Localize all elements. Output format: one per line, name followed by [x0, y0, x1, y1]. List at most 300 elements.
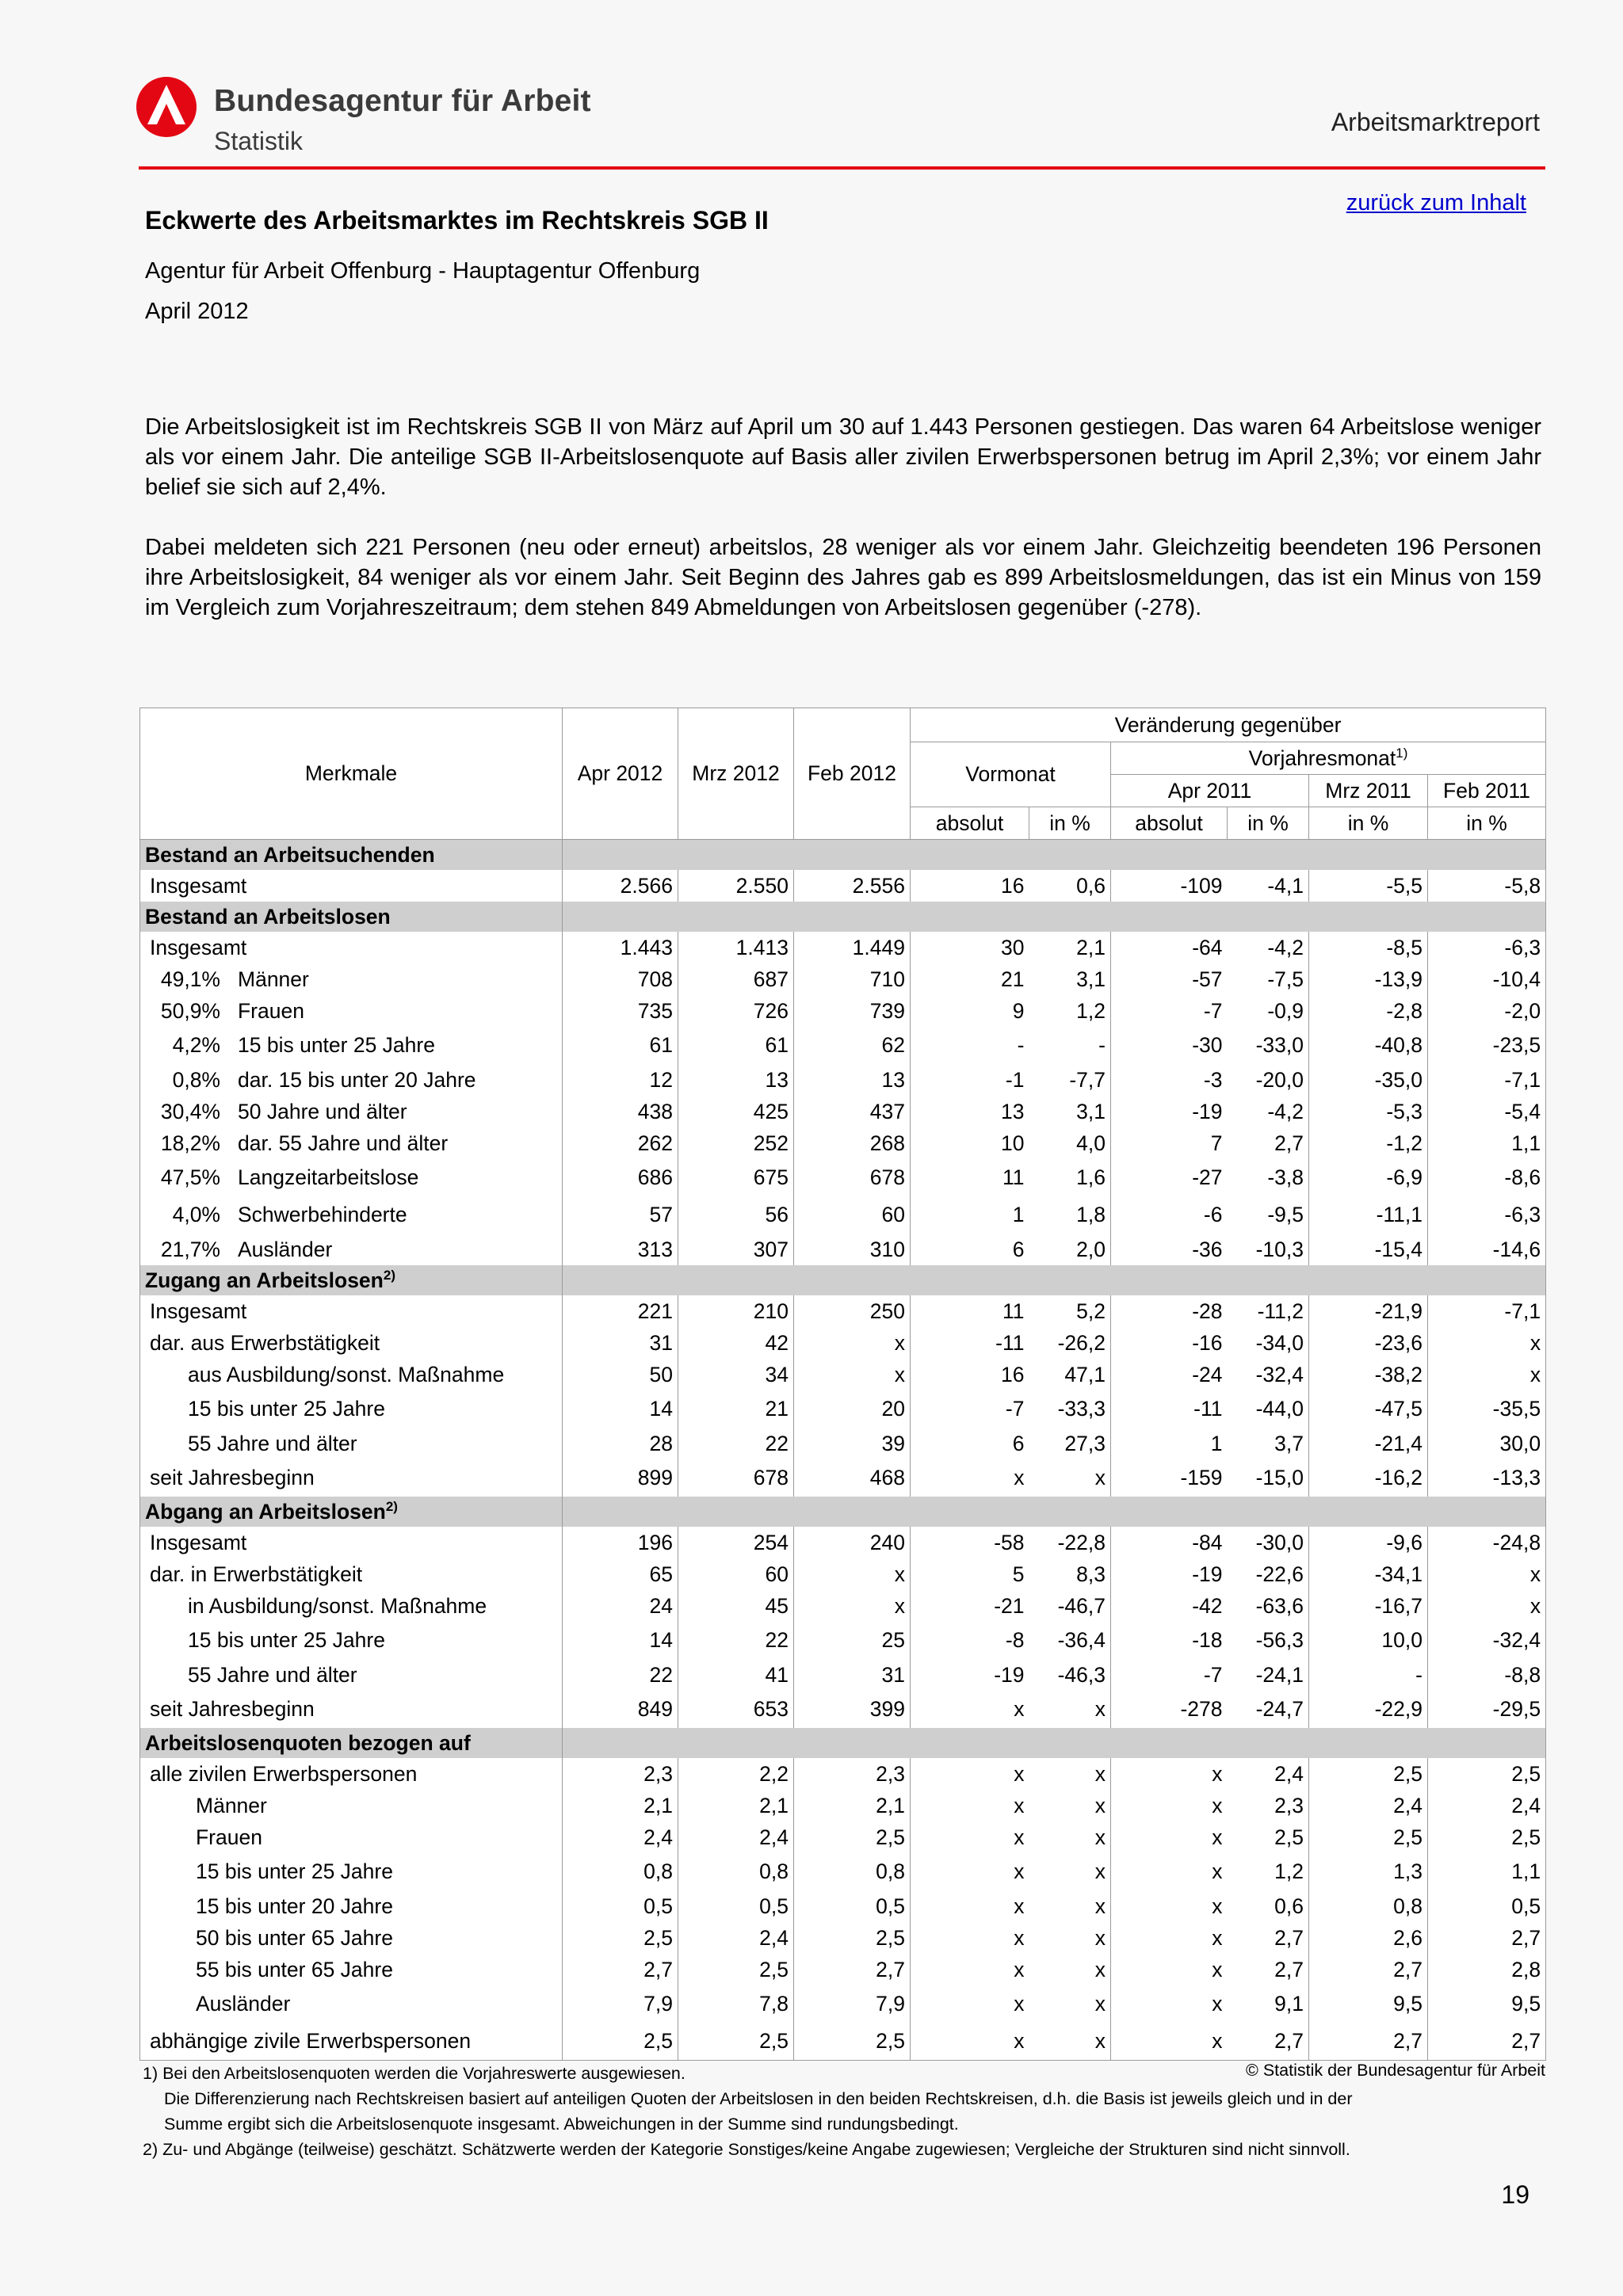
table-cell: x — [1029, 1954, 1111, 1985]
table-cell: -2,8 — [1309, 995, 1428, 1027]
table-cell: 2,0 — [1029, 1234, 1111, 1265]
table-cell: -16 — [1111, 1327, 1228, 1359]
table-cell: 1,2 — [1228, 1853, 1309, 1890]
table-cell: 252 — [678, 1127, 794, 1159]
table-cell: -36 — [1111, 1234, 1228, 1265]
header-mrz-2011: Mrz 2011 — [1309, 775, 1428, 807]
table-cell: -32,4 — [1428, 1622, 1546, 1659]
table-cell: - — [1029, 1027, 1111, 1064]
table-cell: -15,4 — [1309, 1234, 1428, 1265]
table-cell: -84 — [1111, 1527, 1228, 1558]
table-row — [140, 1821, 1546, 1853]
table-cell: 2.566 — [563, 870, 678, 902]
table-cell: 2,7 — [1228, 1127, 1309, 1159]
header-divider — [139, 166, 1545, 170]
row-label: dar. in Erwerbstätigkeit — [140, 1558, 563, 1590]
table-cell: x — [1111, 1821, 1228, 1853]
table-cell: -24,1 — [1228, 1659, 1309, 1691]
table-cell: 8,3 — [1029, 1558, 1111, 1590]
row-label: Insgesamt — [140, 1527, 563, 1558]
table-cell: 2,4 — [678, 1821, 794, 1853]
table-cell: -44,0 — [1228, 1390, 1309, 1428]
row-label: aus Ausbildung/sonst. Maßnahme — [140, 1359, 563, 1390]
table-cell: 2,1 — [678, 1790, 794, 1821]
table-cell: 2,7 — [1228, 1922, 1309, 1954]
table-cell: 468 — [794, 1459, 911, 1497]
table-cell: 0,8 — [794, 1853, 911, 1890]
row-label: 21,7% Ausländer — [140, 1234, 563, 1265]
table-cell: 5,2 — [1029, 1295, 1111, 1327]
table-cell: 24 — [563, 1590, 678, 1622]
table-cell: -8,6 — [1428, 1159, 1546, 1196]
table-row — [140, 1590, 1546, 1622]
row-label: 50 bis unter 65 Jahre — [140, 1922, 563, 1954]
table-row — [140, 1691, 1546, 1728]
table-cell: 1.413 — [678, 932, 794, 963]
share-percent: 30,4% — [160, 1099, 220, 1123]
header-mrz-2012: Mrz 2012 — [678, 708, 794, 840]
table-cell: 307 — [678, 1234, 794, 1265]
section-header-row — [140, 902, 1546, 932]
table-cell: 0,6 — [1029, 870, 1111, 902]
row-label: 30,4% 50 Jahre und älter — [140, 1096, 563, 1127]
row-label: Ausländer — [140, 1985, 563, 2023]
org-name: Bundesagentur für Arbeit — [214, 84, 591, 118]
table-cell: -56,3 — [1228, 1622, 1309, 1659]
header-feb-2012: Feb 2012 — [794, 708, 911, 840]
table-cell: 12 — [563, 1064, 678, 1096]
table-cell: 45 — [678, 1590, 794, 1622]
section-title: Zugang an Arbeitslosen$^{2)}$ — [140, 1265, 563, 1295]
table-cell: -30 — [1111, 1027, 1228, 1064]
section-title: Arbeitslosenquoten bezogen auf — [140, 1728, 563, 1758]
table-cell: 30 — [911, 932, 1029, 963]
row-label: 15 bis unter 20 Jahre — [140, 1890, 563, 1922]
table-cell: 61 — [563, 1027, 678, 1064]
table-cell: 240 — [794, 1527, 911, 1558]
table-cell: x — [911, 1985, 1029, 2023]
share-percent: 47,5% — [160, 1165, 220, 1189]
table-cell: -35,0 — [1309, 1064, 1428, 1096]
table-cell: 2,5 — [1228, 1821, 1309, 1853]
table-row — [140, 1758, 1546, 1790]
row-label: 55 Jahre und älter — [140, 1659, 563, 1691]
table-cell: -5,4 — [1428, 1096, 1546, 1127]
footnote-1: 1) Bei den Arbeitslosenquoten werden die Vorjahreswerte ausgewiesen. — [143, 2064, 685, 2083]
back-to-contents-link[interactable]: zurück zum Inhalt — [1346, 190, 1526, 215]
table-cell: 2,4 — [678, 1922, 794, 1954]
table-cell: 2,5 — [794, 2023, 911, 2061]
table-cell: -11 — [1111, 1390, 1228, 1428]
table-cell: -6,3 — [1428, 932, 1546, 963]
table-cell: 56 — [678, 1196, 794, 1234]
row-label: 55 bis unter 65 Jahre — [140, 1954, 563, 1985]
share-percent: 0,8% — [172, 1067, 220, 1092]
row-label: Männer — [140, 1790, 563, 1821]
table-cell: 1,1 — [1428, 1853, 1546, 1890]
table-cell: -16,7 — [1309, 1590, 1428, 1622]
table-cell: -23,5 — [1428, 1027, 1546, 1064]
footnote-1-detail-2: Summe ergibt sich die Arbeitslosenquote insgesamt. Abweichungen in der Summe sind rundungsbedingt. — [164, 2115, 959, 2134]
table-cell: x — [1029, 1853, 1111, 1890]
row-label: 15 bis unter 25 Jahre — [140, 1622, 563, 1659]
table-cell: x — [1029, 1821, 1111, 1853]
table-cell: -15,0 — [1228, 1459, 1309, 1497]
row-label: 15 bis unter 25 Jahre — [140, 1390, 563, 1428]
row-label: Insgesamt — [140, 1295, 563, 1327]
table-cell: 62 — [794, 1027, 911, 1064]
row-label: 15 bis unter 25 Jahre — [140, 1853, 563, 1890]
table-cell: 3,7 — [1228, 1428, 1309, 1459]
table-cell: -5,5 — [1309, 870, 1428, 902]
table-cell: 1,1 — [1428, 1127, 1546, 1159]
table-cell: -2,0 — [1428, 995, 1546, 1027]
table-cell: -7 — [1111, 995, 1228, 1027]
table-cell: -11,2 — [1228, 1295, 1309, 1327]
table-cell: 210 — [678, 1295, 794, 1327]
table-cell: 2,4 — [563, 1821, 678, 1853]
footnote-2: 2) Zu- und Abgänge (teilweise) geschätzt. Schätzwerte werden der Kategorie Sonstiges/keine Angabe zugewiesen; Vergleiche der Strukturen sind nicht sinnvoll. — [143, 2140, 1350, 2159]
table-cell: x — [1111, 1790, 1228, 1821]
table-cell: x — [794, 1359, 911, 1390]
table-cell: 2,5 — [794, 1821, 911, 1853]
table-cell: x — [911, 1890, 1029, 1922]
table-cell: -22,6 — [1228, 1558, 1309, 1590]
table-cell: 21 — [911, 963, 1029, 995]
table-cell: -5,8 — [1428, 870, 1546, 902]
row-label: Insgesamt — [140, 932, 563, 963]
table-cell: 2,1 — [563, 1790, 678, 1821]
table-cell: 739 — [794, 995, 911, 1027]
table-cell: 9,5 — [1309, 1985, 1428, 2023]
table-cell: -22,8 — [1029, 1527, 1111, 1558]
table-cell: 1 — [911, 1196, 1029, 1234]
table-cell: 268 — [794, 1127, 911, 1159]
row-label: in Ausbildung/sonst. Maßnahme — [140, 1590, 563, 1622]
table-cell: 21 — [678, 1390, 794, 1428]
table-cell: -29,5 — [1428, 1691, 1546, 1728]
table-cell: -63,6 — [1228, 1590, 1309, 1622]
table-cell: 2,8 — [1428, 1954, 1546, 1985]
table-cell: x — [911, 1821, 1029, 1853]
table-cell: x — [794, 1590, 911, 1622]
table-cell: 653 — [678, 1691, 794, 1728]
row-label: 4,2% 15 bis unter 25 Jahre — [140, 1027, 563, 1064]
table-cell: 9 — [911, 995, 1029, 1027]
table-cell: -58 — [911, 1527, 1029, 1558]
table-cell: -14,6 — [1428, 1234, 1546, 1265]
table-cell: -4,2 — [1228, 1096, 1309, 1127]
table-row — [140, 1853, 1546, 1890]
table-cell: -19 — [1111, 1558, 1228, 1590]
table-row — [140, 2023, 1546, 2061]
table-cell: 13 — [794, 1064, 911, 1096]
table-cell: -21,9 — [1309, 1295, 1428, 1327]
header-veraenderung: Veränderung gegenüber — [911, 708, 1546, 742]
section-title: Bestand an Arbeitsuchenden — [140, 840, 563, 871]
org-subtitle: Statistik — [214, 127, 304, 155]
table-cell: 849 — [563, 1691, 678, 1728]
table-cell: -30,0 — [1228, 1527, 1309, 1558]
header-vormonat: Vormonat — [911, 742, 1111, 807]
table-cell: x — [911, 1790, 1029, 1821]
table-cell: 2,1 — [1029, 932, 1111, 963]
table-cell: 3,1 — [1029, 963, 1111, 995]
table-cell: 678 — [678, 1459, 794, 1497]
table-cell: 2,4 — [1428, 1790, 1546, 1821]
table-cell: -159 — [1111, 1459, 1228, 1497]
table-cell: 27,3 — [1029, 1428, 1111, 1459]
table-cell: x — [1029, 1922, 1111, 1954]
table-row — [140, 1890, 1546, 1922]
table-cell: 262 — [563, 1127, 678, 1159]
copyright: © Statistik der Bundesagentur für Arbeit — [1246, 2061, 1545, 2080]
table-cell: x — [1029, 1985, 1111, 2023]
table-cell: 678 — [794, 1159, 911, 1196]
table-cell: 675 — [678, 1159, 794, 1196]
table-cell: 437 — [794, 1096, 911, 1127]
table-row — [140, 1027, 1546, 1064]
row-label: seit Jahresbeginn — [140, 1691, 563, 1728]
table-cell: 42 — [678, 1327, 794, 1359]
table-cell: -6 — [1111, 1196, 1228, 1234]
table-cell: 2,4 — [1228, 1758, 1309, 1790]
table-row — [140, 932, 1546, 963]
section-header-row — [140, 1497, 1546, 1527]
table-cell: -11 — [911, 1327, 1029, 1359]
page-number: 19 — [1501, 2180, 1529, 2209]
section-header-row — [140, 840, 1546, 871]
table-cell: -47,5 — [1309, 1390, 1428, 1428]
table-cell: 0,5 — [678, 1890, 794, 1922]
table-cell: 0,8 — [563, 1853, 678, 1890]
table-cell: 11 — [911, 1295, 1029, 1327]
table-row — [140, 1428, 1546, 1459]
table-cell: 1.449 — [794, 932, 911, 963]
row-label: Frauen — [140, 1821, 563, 1853]
table-cell: 16 — [911, 870, 1029, 902]
table-cell: 2,5 — [1428, 1821, 1546, 1853]
table-cell: 2,5 — [563, 1922, 678, 1954]
table-cell: x — [911, 1459, 1029, 1497]
table-cell: x — [1428, 1558, 1546, 1590]
table-cell: 4,0 — [1029, 1127, 1111, 1159]
share-percent: 18,2% — [160, 1131, 220, 1155]
table-cell: -18 — [1111, 1622, 1228, 1659]
table-cell: 13 — [678, 1064, 794, 1096]
table-cell: 2,7 — [1228, 1954, 1309, 1985]
row-label: 47,5% Langzeitarbeitslose — [140, 1159, 563, 1196]
row-label: abhängige zivile Erwerbspersonen — [140, 2023, 563, 2061]
table-cell: -9,5 — [1228, 1196, 1309, 1234]
table-row — [140, 1527, 1546, 1558]
share-percent: 50,9% — [160, 998, 220, 1023]
header-in-pct: in % — [1029, 807, 1111, 840]
table-cell: 2,5 — [1309, 1758, 1428, 1790]
table-cell: -34,0 — [1228, 1327, 1309, 1359]
table-cell: 5 — [911, 1558, 1029, 1590]
table-cell: 0,8 — [1309, 1890, 1428, 1922]
table-cell: 1 — [1111, 1428, 1228, 1459]
table-cell: 2,5 — [678, 2023, 794, 2061]
table-cell: -8,5 — [1309, 932, 1428, 963]
table-cell: 425 — [678, 1096, 794, 1127]
table-cell: -64 — [1111, 932, 1228, 963]
table-row — [140, 1954, 1546, 1985]
table-cell: 47,1 — [1029, 1359, 1111, 1390]
table-row — [140, 1327, 1546, 1359]
table-cell: 196 — [563, 1527, 678, 1558]
table-cell: x — [911, 2023, 1029, 2061]
row-label: 4,0% Schwerbehinderte — [140, 1196, 563, 1234]
table-cell: 7,8 — [678, 1985, 794, 2023]
table-row — [140, 1159, 1546, 1196]
table-cell: 39 — [794, 1428, 911, 1459]
table-cell: 399 — [794, 1691, 911, 1728]
table-cell: -109 — [1111, 870, 1228, 902]
table-cell: -19 — [911, 1659, 1029, 1691]
table-cell: 14 — [563, 1622, 678, 1659]
table-cell: 2,7 — [1428, 2023, 1546, 2061]
table-cell: -1 — [911, 1064, 1029, 1096]
table-cell: 31 — [563, 1327, 678, 1359]
table-cell: x — [1111, 1922, 1228, 1954]
row-label: alle zivilen Erwerbspersonen — [140, 1758, 563, 1790]
table-cell: -13,3 — [1428, 1459, 1546, 1497]
table-cell: -26,2 — [1029, 1327, 1111, 1359]
table-cell: -0,9 — [1228, 995, 1309, 1027]
table-cell: 2,7 — [1309, 2023, 1428, 2061]
table-cell: 14 — [563, 1390, 678, 1428]
table-cell: 0,8 — [678, 1853, 794, 1890]
table-cell: 710 — [794, 963, 911, 995]
section-header-row — [140, 1728, 1546, 1758]
table-cell: 2,1 — [794, 1790, 911, 1821]
page-title: Eckwerte des Arbeitsmarktes im Rechtskreis SGB II — [145, 206, 769, 235]
table-cell: x — [1029, 1459, 1111, 1497]
header-in-pct: in % — [1309, 807, 1428, 840]
table-cell: 2.556 — [794, 870, 911, 902]
table-cell: 11 — [911, 1159, 1029, 1196]
table-cell: 2,3 — [1228, 1790, 1309, 1821]
table-row — [140, 1622, 1546, 1659]
header-apr-2011: Apr 2011 — [1111, 775, 1309, 807]
table-cell: 10,0 — [1309, 1622, 1428, 1659]
table-cell: x — [911, 1922, 1029, 1954]
header-absolut: absolut — [1111, 807, 1228, 840]
table-row — [140, 1459, 1546, 1497]
row-label: Insgesamt — [140, 870, 563, 902]
table-cell: -4,1 — [1228, 870, 1309, 902]
table-cell: -13,9 — [1309, 963, 1428, 995]
table-row — [140, 1234, 1546, 1265]
table-cell: -7,1 — [1428, 1295, 1546, 1327]
table-cell: 2,5 — [1428, 1758, 1546, 1790]
table-cell: 34 — [678, 1359, 794, 1390]
table-cell: 22 — [678, 1622, 794, 1659]
table-cell: -6,9 — [1309, 1159, 1428, 1196]
table-cell: 16 — [911, 1359, 1029, 1390]
table-cell: 25 — [794, 1622, 911, 1659]
table-cell: 6 — [911, 1428, 1029, 1459]
table-cell: 41 — [678, 1659, 794, 1691]
table-row — [140, 1295, 1546, 1327]
table-cell: 20 — [794, 1390, 911, 1428]
table-cell: -7,1 — [1428, 1064, 1546, 1096]
table-cell: 3,1 — [1029, 1096, 1111, 1127]
header-feb-2011: Feb 2011 — [1428, 775, 1546, 807]
table-cell: -24,7 — [1228, 1691, 1309, 1728]
table-cell: x — [1111, 1853, 1228, 1890]
table-cell: 687 — [678, 963, 794, 995]
table-cell: x — [1428, 1590, 1546, 1622]
table-cell: -38,2 — [1309, 1359, 1428, 1390]
table-cell: 0,5 — [794, 1890, 911, 1922]
table-cell: 2,5 — [1309, 1821, 1428, 1853]
table-cell: 60 — [678, 1558, 794, 1590]
table-cell: -57 — [1111, 963, 1228, 995]
row-label: 49,1% Männer — [140, 963, 563, 995]
table-cell: -27 — [1111, 1159, 1228, 1196]
table-cell: 708 — [563, 963, 678, 995]
table-cell: 254 — [678, 1527, 794, 1558]
agency-name: Agentur für Arbeit Offenburg - Hauptagentur Offenburg — [145, 258, 701, 284]
section-title: Abgang an Arbeitslosen$^{2)}$ — [140, 1497, 563, 1527]
table-cell: -46,7 — [1029, 1590, 1111, 1622]
table-cell: -19 — [1111, 1096, 1228, 1127]
table-cell: -10,3 — [1228, 1234, 1309, 1265]
table-cell: 31 — [794, 1659, 911, 1691]
table-cell: -21,4 — [1309, 1428, 1428, 1459]
row-label: 55 Jahre und älter — [140, 1428, 563, 1459]
table-row — [140, 1790, 1546, 1821]
table-cell: 2,7 — [794, 1954, 911, 1985]
table-cell: 2,5 — [794, 1922, 911, 1954]
row-label: seit Jahresbeginn — [140, 1459, 563, 1497]
row-label: 18,2% dar. 55 Jahre und älter — [140, 1127, 563, 1159]
table-cell: x — [1029, 1890, 1111, 1922]
report-label: Arbeitsmarktreport — [1331, 108, 1540, 136]
table-cell: 2,7 — [1309, 1954, 1428, 1985]
table-cell: -32,4 — [1228, 1359, 1309, 1390]
ba-logo-icon — [135, 75, 198, 139]
header-in-pct: in % — [1228, 807, 1309, 840]
table-cell: 2,6 — [1309, 1922, 1428, 1954]
row-label: dar. aus Erwerbstätigkeit — [140, 1327, 563, 1359]
table-cell: 2,5 — [678, 1954, 794, 1985]
header-apr-2012: Apr 2012 — [563, 708, 678, 840]
table-cell: -9,6 — [1309, 1527, 1428, 1558]
table-cell: x — [794, 1327, 911, 1359]
table-cell: 2,3 — [563, 1758, 678, 1790]
table-cell: x — [1111, 1954, 1228, 1985]
table-cell: 1,6 — [1029, 1159, 1111, 1196]
table-cell: -7,5 — [1228, 963, 1309, 995]
table-cell: -5,3 — [1309, 1096, 1428, 1127]
table-cell: 2,5 — [563, 2023, 678, 2061]
table-cell: -1,2 — [1309, 1127, 1428, 1159]
table-cell: x — [911, 1758, 1029, 1790]
table-cell: x — [1029, 1790, 1111, 1821]
table-cell: 10 — [911, 1127, 1029, 1159]
share-percent: 49,1% — [160, 967, 220, 991]
table-cell: x — [794, 1558, 911, 1590]
table-cell: 2,2 — [678, 1758, 794, 1790]
table-row — [140, 995, 1546, 1027]
table-cell: -35,5 — [1428, 1390, 1546, 1428]
table-cell: -24,8 — [1428, 1527, 1546, 1558]
table-cell: 9,1 — [1228, 1985, 1309, 2023]
